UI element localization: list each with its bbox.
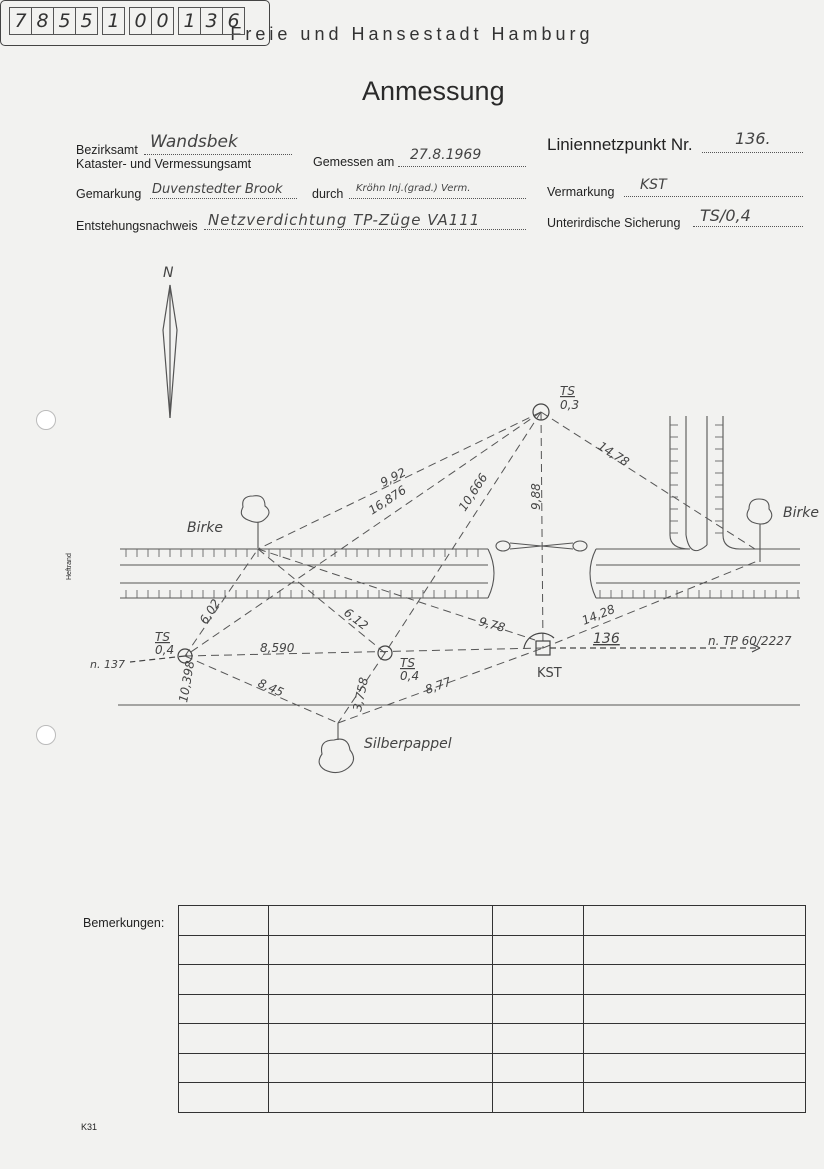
measurement-label: 16,876 xyxy=(366,482,409,518)
ts-mid-label: TS xyxy=(400,656,415,670)
remarks-cell[interactable] xyxy=(269,1053,493,1083)
remarks-row xyxy=(179,906,806,936)
north-arrow-icon xyxy=(163,285,177,418)
remarks-cell[interactable] xyxy=(493,1024,584,1054)
measurement-label: 10,666 xyxy=(455,470,491,514)
remarks-cell[interactable] xyxy=(493,935,584,965)
id-digit: 3 xyxy=(200,7,223,35)
measurement-label: 9,88 xyxy=(529,483,543,510)
measurement-label: 9,78 xyxy=(477,614,507,635)
document-title: Anmessung xyxy=(362,76,505,106)
measurement-label: 6,02 xyxy=(196,596,224,627)
remarks-cell[interactable] xyxy=(584,965,806,995)
gemessen-label: Gemessen am xyxy=(313,155,395,169)
sicherung-value: TS/0,4 xyxy=(700,206,751,225)
remarks-cell[interactable] xyxy=(584,906,806,936)
gemessen-value: 27.8.1969 xyxy=(410,147,482,163)
road xyxy=(118,416,800,705)
id-digit: 5 xyxy=(53,7,76,35)
remarks-cell[interactable] xyxy=(179,1053,269,1083)
id-digit: 1 xyxy=(102,7,125,35)
remarks-cell[interactable] xyxy=(584,994,806,1024)
ts-mid-depth: 0,4 xyxy=(400,669,420,683)
measurement-label: 14,78 xyxy=(595,438,632,470)
amt-label: Kataster- und Vermessungsamt xyxy=(76,157,252,171)
remarks-cell[interactable] xyxy=(269,994,493,1024)
ts-left-depth: 0,4 xyxy=(155,643,175,657)
remarks-cell[interactable] xyxy=(179,906,269,936)
remarks-row xyxy=(179,1053,806,1083)
remarks-cell[interactable] xyxy=(584,935,806,965)
id-digit: 0 xyxy=(151,7,174,35)
bezirksamt-value: Wandsbek xyxy=(150,132,238,152)
remarks-row xyxy=(179,965,806,995)
birke-right-label: Birke xyxy=(783,505,819,521)
remarks-cell[interactable] xyxy=(179,965,269,995)
north-label: N xyxy=(163,265,174,281)
tree-icon xyxy=(319,739,353,772)
remarks-cell[interactable] xyxy=(269,935,493,965)
tree-icon xyxy=(747,499,772,524)
ts-top-depth: 0,3 xyxy=(560,398,580,412)
to-137-label: n. 137 xyxy=(90,658,125,671)
form-code: K31 xyxy=(81,1122,98,1132)
gemarkung-label: Gemarkung xyxy=(76,187,142,201)
liniennetzpunkt-label: Liniennetzpunkt Nr. xyxy=(547,135,693,154)
vermarkung-label: Vermarkung xyxy=(547,185,615,199)
measurement-label: 3,758 xyxy=(350,676,372,713)
remarks-row xyxy=(179,935,806,965)
entstehung-value: Netzverdichtung TP-Züge VA111 xyxy=(208,211,481,229)
vermarkung-value: KST xyxy=(640,177,667,193)
to-tp-label: n. TP 60/2227 xyxy=(708,634,792,648)
gemarkung-value: Duvenstedter Brook xyxy=(152,182,283,197)
remarks-cell[interactable] xyxy=(269,1083,493,1113)
measurement-label: 9,92 xyxy=(378,465,409,490)
measurement-label: 6,12 xyxy=(341,605,371,633)
remarks-cell[interactable] xyxy=(584,1053,806,1083)
sicherung-label: Unterirdische Sicherung xyxy=(547,216,681,230)
remarks-cell[interactable] xyxy=(179,1083,269,1113)
id-digit: 1 xyxy=(178,7,201,35)
remarks-table xyxy=(178,905,806,1113)
measurement-label: 14,28 xyxy=(579,601,617,628)
tree-icon xyxy=(241,496,269,523)
remarks-cell[interactable] xyxy=(584,1024,806,1054)
point-number-label: 136 xyxy=(593,631,620,647)
remarks-cell[interactable] xyxy=(179,994,269,1024)
birke-left-label: Birke xyxy=(187,520,223,536)
remarks-label: Bemerkungen: xyxy=(83,916,165,930)
remarks-cell[interactable] xyxy=(493,906,584,936)
kst-label: KST xyxy=(537,666,562,681)
id-digit: 7 xyxy=(9,7,32,35)
remarks-cell[interactable] xyxy=(584,1083,806,1113)
measurement-label: 8,77 xyxy=(423,674,454,697)
id-digit: 0 xyxy=(129,7,152,35)
remarks-row xyxy=(179,1083,806,1113)
remarks-row xyxy=(179,994,806,1024)
remarks-row xyxy=(179,1024,806,1054)
city-heading: Freie und Hansestadt Hamburg xyxy=(230,24,594,44)
measurement-label: 10,398 xyxy=(176,659,198,704)
id-digit: 8 xyxy=(31,7,54,35)
remarks-cell[interactable] xyxy=(269,1024,493,1054)
measurement-label: 8,590 xyxy=(260,641,295,655)
id-digit: 5 xyxy=(75,7,98,35)
remarks-cell[interactable] xyxy=(493,1053,584,1083)
ts-top-label: TS xyxy=(560,384,575,398)
durch-label: durch xyxy=(312,187,344,201)
remarks-cell[interactable] xyxy=(493,994,584,1024)
liniennetzpunkt-value: 136. xyxy=(735,129,771,148)
measurement-lines xyxy=(185,412,760,723)
remarks-cell[interactable] xyxy=(493,965,584,995)
silberpappel-label: Silberpappel xyxy=(364,736,452,752)
remarks-cell[interactable] xyxy=(493,1083,584,1113)
durch-value: Kröhn Inj.(grad.) Verm. xyxy=(356,183,471,194)
remarks-cell[interactable] xyxy=(269,965,493,995)
measurement-label: 8,45 xyxy=(255,675,286,700)
entstehung-label: Entstehungsnachweis xyxy=(76,219,198,233)
ts-left-label: TS xyxy=(155,630,170,644)
remarks-cell[interactable] xyxy=(179,1024,269,1054)
remarks-cell[interactable] xyxy=(179,935,269,965)
bezirksamt-label: Bezirksamt xyxy=(76,143,138,157)
margin-note: Heftrand xyxy=(66,553,73,580)
remarks-cell[interactable] xyxy=(269,906,493,936)
id-digit: 6 xyxy=(222,7,245,35)
